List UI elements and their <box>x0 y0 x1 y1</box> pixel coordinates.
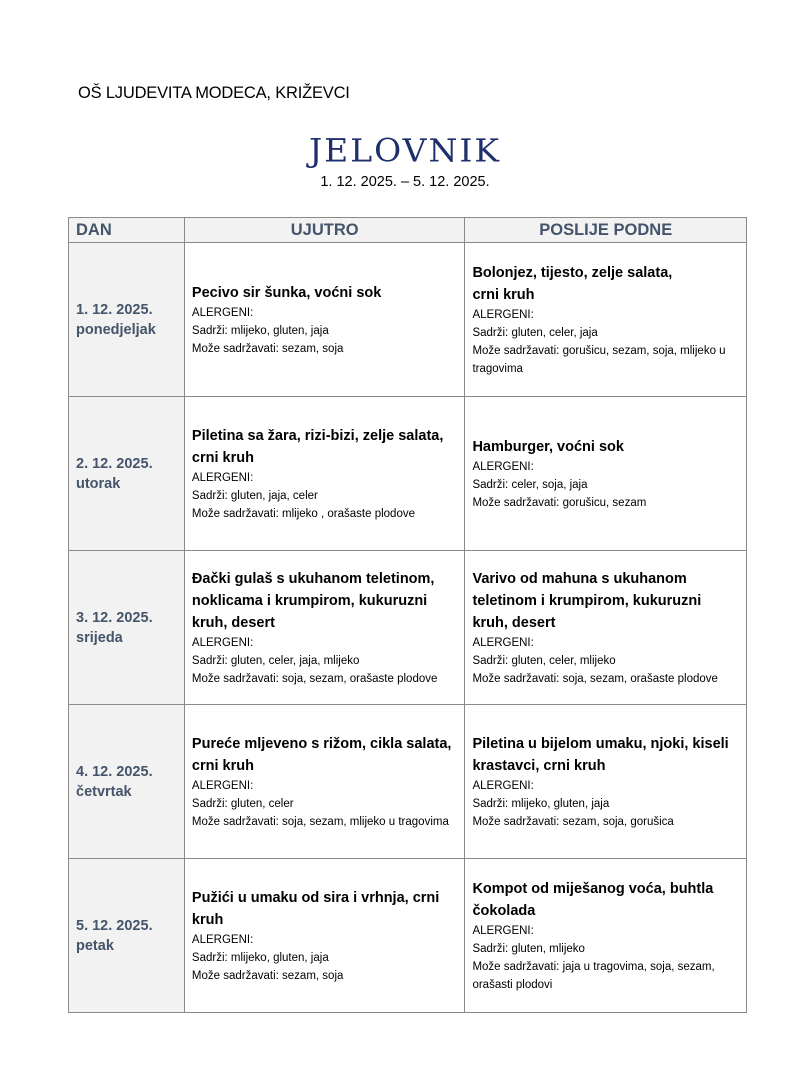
morning-meal-cell <box>184 859 465 1013</box>
allergens-contains: Sadrži: gluten, celer, mlijeko <box>472 654 616 667</box>
allergens-may-contain: Može sadržavati: jaja u tragovima, soja, sezam, orašasti plodovi <box>472 960 715 991</box>
dish-name: Kompot od miješanog voća, buhtla čokolada <box>472 880 714 919</box>
allergens-may-contain: Može sadržavati: sezam, soja, gorušica <box>472 815 674 828</box>
morning-meal-cell <box>184 397 465 551</box>
afternoon-meal-cell <box>465 551 747 705</box>
allergens-label: ALERGENI: <box>191 471 254 484</box>
allergens-may-contain: Može sadržavati: soja, sezam, mlijeko u tragovima <box>191 815 449 828</box>
morning-meal-cell <box>184 705 465 859</box>
table-row <box>69 859 747 1013</box>
dish-name: Varivo od mahuna s ukuhanom teletinom i krumpirom, kukuruzni kruh, desert <box>472 570 702 631</box>
day-cell <box>69 551 185 705</box>
allergens-contains: Sadrži: gluten, celer, jaja <box>472 326 598 339</box>
menu-table <box>68 217 747 1013</box>
afternoon-meal-cell <box>465 243 747 397</box>
allergens-label: ALERGENI: <box>191 636 254 649</box>
afternoon-meal-cell <box>465 705 747 859</box>
dish-name: Pužići u umaku od sira i vrhnja, crni kruh <box>191 889 440 928</box>
column-header-morning: UJUTRO <box>184 218 465 243</box>
allergens-contains: Sadrži: gluten, celer <box>191 797 294 810</box>
allergens-contains: Sadrži: mlijeko, gluten, jaja <box>191 324 329 337</box>
day-date: 3. 12. 2025. <box>76 609 153 626</box>
dish-name: Bolonjez, tijesto, zelje salata, <box>472 264 673 281</box>
page-title: JELOVNIK <box>308 131 502 170</box>
allergens-contains: Sadrži: mlijeko, gluten, jaja <box>472 797 610 810</box>
allergens-label: ALERGENI: <box>191 306 254 319</box>
allergens-contains: Sadrži: mlijeko, gluten, jaja <box>191 951 329 964</box>
allergens-label: ALERGENI: <box>472 636 534 649</box>
allergens-may-contain: Može sadržavati: gorušicu, sezam <box>472 496 647 509</box>
day-date: 1. 12. 2025. <box>76 301 153 318</box>
allergens-label: ALERGENI: <box>472 308 534 321</box>
table-row <box>69 551 747 705</box>
dish-name: Hamburger, voćni sok <box>472 438 624 455</box>
morning-meal-cell <box>184 243 465 397</box>
allergens-contains: Sadrži: gluten, jaja, celer <box>191 489 318 502</box>
day-name: četvrtak <box>76 783 132 800</box>
day-name: ponedjeljak <box>76 321 156 338</box>
allergens-may-contain: Može sadržavati: soja, sezam, orašaste plodove <box>191 672 438 685</box>
allergens-may-contain: Može sadržavati: gorušicu, sezam, soja, mlijeko u tragovima <box>472 344 726 375</box>
afternoon-meal-cell <box>465 397 747 551</box>
school-name: OŠ LJUDEVITA MODECA, KRIŽEVCI <box>78 84 350 102</box>
allergens-label: ALERGENI: <box>191 779 254 792</box>
day-date: 5. 12. 2025. <box>76 917 153 934</box>
allergens-label: ALERGENI: <box>472 779 534 792</box>
day-date: 4. 12. 2025. <box>76 763 153 780</box>
day-name: srijeda <box>76 629 123 646</box>
table-row <box>69 397 747 551</box>
allergens-label: ALERGENI: <box>472 924 534 937</box>
table-row <box>69 705 747 859</box>
column-header-afternoon: POSLIJE PODNE <box>465 218 747 243</box>
allergens-label: ALERGENI: <box>472 460 534 473</box>
table-row <box>69 243 747 397</box>
day-cell <box>69 397 185 551</box>
dish-name: Piletina sa žara, rizi-bizi, zelje salata, crni kruh <box>191 427 444 466</box>
column-header-day: DAN <box>69 218 185 243</box>
dish-name-cont: crni kruh <box>472 286 535 303</box>
allergens-may-contain: Može sadržavati: sezam, soja <box>191 969 344 982</box>
allergens-label: ALERGENI: <box>191 933 254 946</box>
morning-meal-cell <box>184 551 465 705</box>
allergens-contains: Sadrži: celer, soja, jaja <box>472 478 588 491</box>
allergens-may-contain: Može sadržavati: sezam, soja <box>191 342 344 355</box>
date-range: 1. 12. 2025. – 5. 12. 2025. <box>320 174 490 190</box>
table-header-row <box>69 218 747 243</box>
dish-name: Đački gulaš s ukuhanom teletinom, noklicama i krumpirom, kukuruzni kruh, desert <box>191 570 435 631</box>
allergens-may-contain: Može sadržavati: soja, sezam, orašaste plodove <box>472 672 718 685</box>
dish-name: Pecivo sir šunka, voćni sok <box>191 284 382 301</box>
allergens-contains: Sadrži: gluten, celer, jaja, mlijeko <box>191 654 360 667</box>
day-name: utorak <box>76 475 121 492</box>
day-cell <box>69 243 185 397</box>
day-name: petak <box>76 937 114 954</box>
allergens-contains: Sadrži: gluten, mlijeko <box>472 942 585 955</box>
allergens-may-contain: Može sadržavati: mlijeko , orašaste plodove <box>191 507 415 520</box>
afternoon-meal-cell <box>465 859 747 1013</box>
day-cell <box>69 859 185 1013</box>
day-cell <box>69 705 185 859</box>
day-date: 2. 12. 2025. <box>76 455 153 472</box>
dish-name: Piletina u bijelom umaku, njoki, kiseli krastavci, crni kruh <box>472 735 729 774</box>
dish-name: Pureće mljeveno s rižom, cikla salata, crni kruh <box>191 735 452 774</box>
